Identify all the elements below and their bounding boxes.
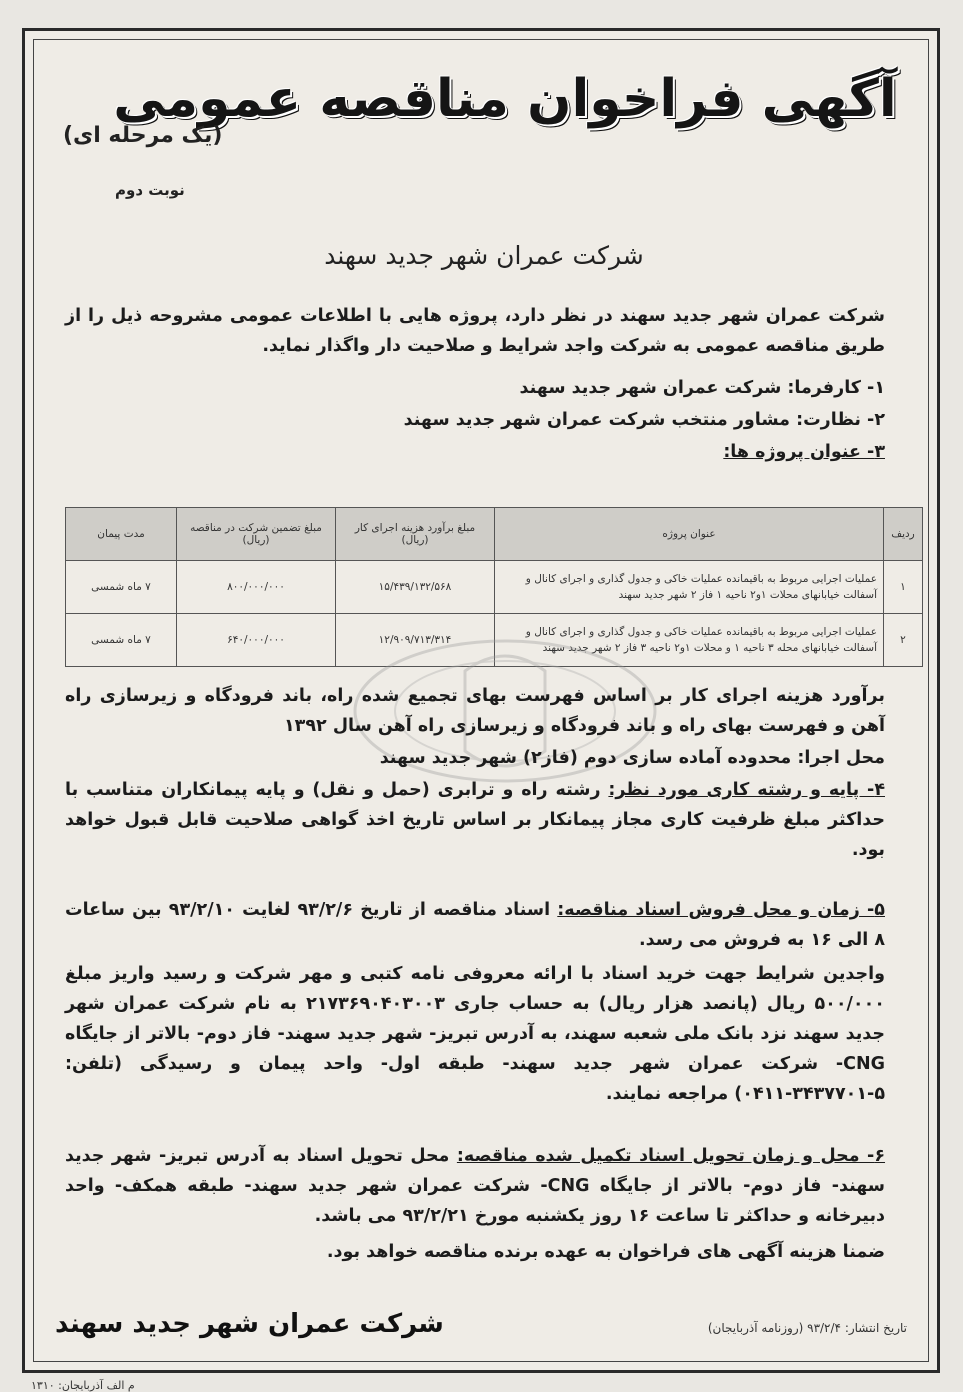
item-sale-text: اسناد مناقصه از تاریخ ۹۳/۲/۶ لغایت ۹۳/۲/۱۰ بین ساعات ۸ الی ۱۶ به فروش می رسد. bbox=[65, 900, 885, 950]
company-heading: شرکت عمران شهر جدید سهند bbox=[324, 241, 644, 270]
project-guarantee: ۶۴۰/۰۰۰/۰۰۰ bbox=[177, 614, 336, 667]
item-project-titles-label: ۳- عنوان پروژه ها: bbox=[723, 442, 885, 462]
project-estimate: ۱۵/۴۳۹/۱۳۲/۵۶۸ bbox=[336, 561, 495, 614]
footer-company: شرکت عمران شهر جدید سهند bbox=[55, 1309, 444, 1339]
ad-code: م الف آذربایجان: ۱۳۱۰ bbox=[31, 1379, 135, 1392]
project-guarantee: ۸۰۰/۰۰۰/۰۰۰ bbox=[177, 561, 336, 614]
project-title: عملیات اجرایی مربوط به باقیمانده عملیات خاکی و جدول گذاری و اجرای کانال و آسفالت خیابانهای محله ۳ ناحیه ۱ و محلات ۱و۲ ناحیه ۳ فاز ۲ شهر جدید سهند bbox=[495, 614, 884, 667]
row-num: ۱ bbox=[884, 561, 923, 614]
intro-paragraph: شرکت عمران شهر جدید سهند در نظر دارد، پروژه هایی با اطلاعات عمومی مشروحه ذیل را از طریق مناقصه عمومی به شرکت واجد شرایط و صلاحیت دار واگذار نماید. bbox=[65, 306, 885, 356]
item-delivery-text: محل تحویل اسناد به آدرس تبریز- شهر جدید سهند- فاز دوم- بالاتر از جایگاه CNG- شرکت عمران شهر جدید سهند- طبقه همکف- واحد دبیرخانه و حداکثر تا ساعت ۱۶ روز یکشنبه مورخ ۹۳/۲/۲۱ می باشد. bbox=[65, 1146, 886, 1226]
col-header-guarantee: مبلغ تضمین شرکت در مناقصه (ریال) bbox=[177, 508, 336, 561]
project-duration: ۷ ماه شمسی bbox=[66, 614, 177, 667]
item-project-titles bbox=[65, 437, 885, 467]
project-duration: ۷ ماه شمسی bbox=[66, 561, 177, 614]
col-header-estimate: مبلغ برآورد هزینه اجرای کار (ریال) bbox=[336, 508, 495, 561]
table-row bbox=[66, 561, 923, 614]
estimate-basis: برآورد هزینه اجرای کار بر اساس فهرست بهای تجمیع شده راه، باند فرودگاه و زیرسازی راه آهن و فهرست بهای راه و باند فرودگاه و زیرسازی راه آهن سال ۱۳۹۲ bbox=[65, 686, 885, 736]
item-delivery-label: ۶- محل و زمان تحویل اسناد تکمیل شده مناقصه: bbox=[456, 1146, 886, 1166]
table-row bbox=[66, 614, 923, 667]
advertisement-page bbox=[22, 28, 940, 1392]
item-field-grade-label: ۴- پایه و رشته کاری مورد نظر: bbox=[608, 780, 885, 800]
publication-date: تاریخ انتشار: ۹۳/۲/۴ (روزنامه آذربایجان) bbox=[707, 1321, 907, 1335]
ad-title: آگهی فراخوان مناقصه عمومی bbox=[113, 69, 897, 129]
item-sale-label: ۵- زمان و محل فروش اسناد مناقصه: bbox=[557, 900, 885, 920]
item-employer: ۱- کارفرما: شرکت عمران شهر جدید سهند bbox=[519, 378, 885, 398]
item-sale bbox=[65, 895, 885, 955]
projects-table bbox=[65, 507, 923, 667]
project-estimate: ۱۲/۹۰۹/۷۱۳/۳۱۴ bbox=[336, 614, 495, 667]
execution-location: محل اجرا: محدوده آماده سازی دوم (فاز۲) شهر جدید سهند bbox=[379, 748, 885, 768]
item-delivery bbox=[65, 1141, 885, 1231]
item-supervision: ۲- نظارت: مشاور منتخب شرکت عمران شهر جدید سهند bbox=[403, 410, 885, 430]
item-field-grade bbox=[65, 775, 885, 865]
table-header-row bbox=[66, 508, 923, 561]
col-header-duration: مدت پیمان bbox=[66, 508, 177, 561]
project-title: عملیات اجرایی مربوط به باقیمانده عملیات خاکی و جدول گذاری و اجرای کانال و آسفالت خیابانهای محلات ۱و۲ ناحیه ۱ فاز ۲ شهر جدید سهند bbox=[495, 561, 884, 614]
col-header-row-num: ردیف bbox=[884, 508, 923, 561]
col-header-title: عنوان پروژه bbox=[495, 508, 884, 561]
publication-round: نوبت دوم bbox=[115, 181, 185, 199]
row-num: ۲ bbox=[884, 614, 923, 667]
item-field-grade-text: رشته راه و ترابری (حمل و نقل) و پایه پیمانکاران متناسب با حداکثر مبلغ ظرفیت کاری مجاز پیمانکار بر اساس تاریخ اخذ گواهی صلاحیت قابل قبول خواهد بود. bbox=[65, 780, 885, 860]
ad-stage-label: (یک مرحله ای) bbox=[63, 123, 223, 148]
purchase-conditions: واجدین شرایط جهت خرید اسناد با ارائه معروفی نامه کتبی و مهر شرکت و رسید واریز مبلغ ۵۰۰/۰۰۰ ریال (پانصد هزار ریال) به حساب جاری ۲۱۷۳۶۹۰۴۰۳۰۰۳ به نام شرکت عمران شهر جدید سهند نزد بانک ملی شعبه سهند، به آدرس تبریز- شهر جدید سهند- فاز دوم- بالاتر از جایگاه CNG- شرکت عمران شهر جدید سهند- طبقه اول- واحد پیمان و رسیدگی (تلفن: ۵-۳۴۳۷۷۰۱-۰۴۱۱) مراجعه نمایند. bbox=[65, 964, 885, 1104]
ad-cost-note: ضمنا هزینه آگهی های فراخوان به عهده برنده مناقصه خواهد بود. bbox=[326, 1242, 885, 1262]
